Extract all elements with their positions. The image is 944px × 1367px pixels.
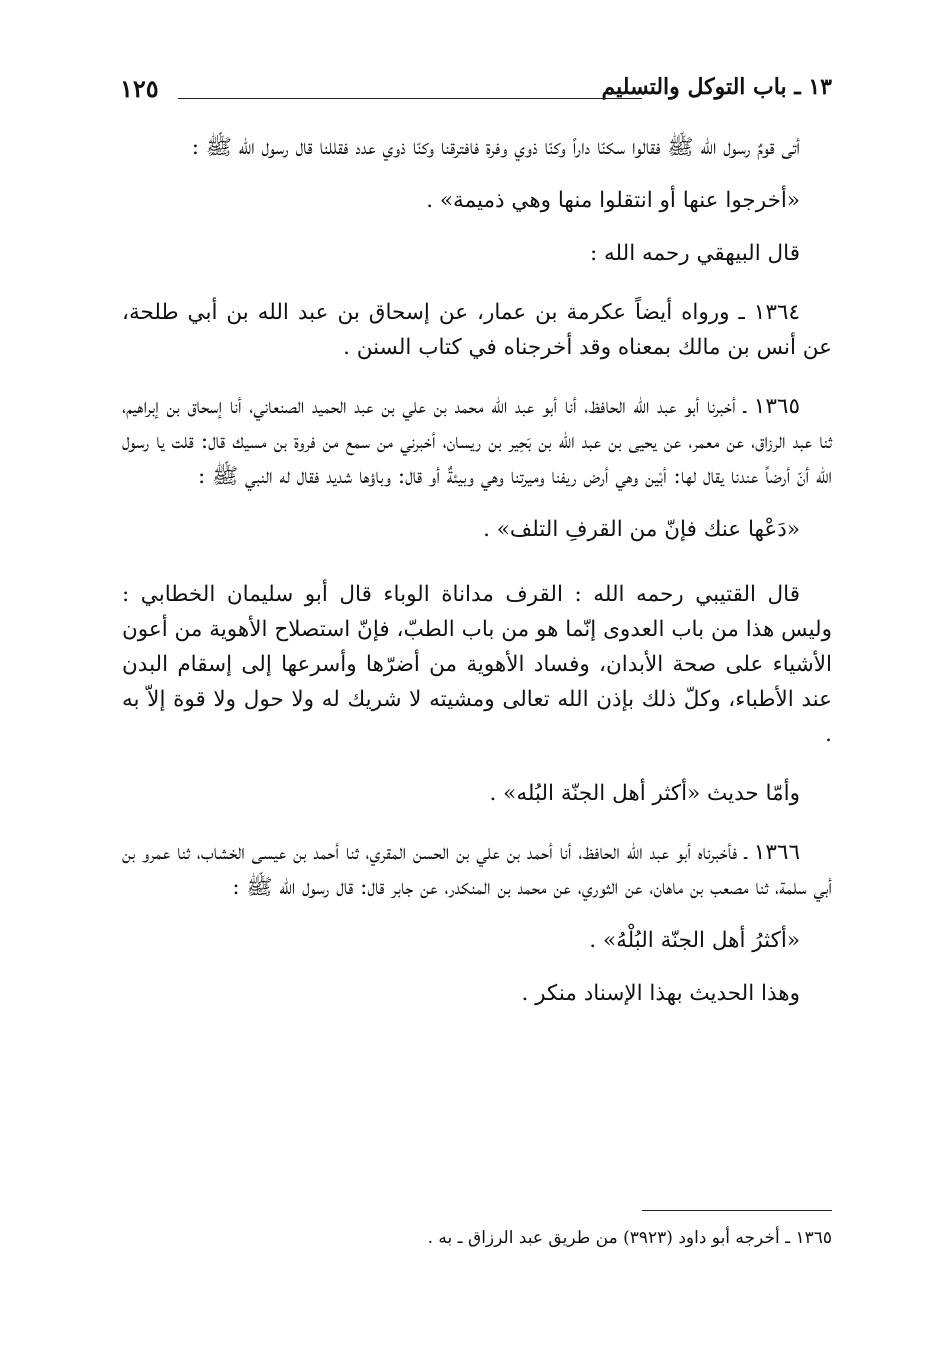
narrator-line: قال البيهقي رحمه الله : — [589, 241, 800, 266]
chapter-title: ١٣ ـ باب التوكل والتسليم — [601, 74, 832, 100]
header-rule — [178, 98, 642, 99]
hadith-quote: «أخرجوا عنها أو انتقلوا منها وهي ذميمة» . — [426, 188, 800, 213]
main-text — [122, 130, 832, 1011]
footnote: ١٣٦٥ ـ أخرجه أبو داود (٣٩٢٣) من طريق عبد الرزاق ـ به . — [427, 1228, 832, 1248]
commentary-paragraph: قال القتيبي رحمه الله : القرف مداناة الوباء قال أبو سليمان الخطابي : وليس هذا من باب العدوى إنّما هو من باب الطبّ، فإنّ استصلاح الأهوية من أعون الأشياء على صحة الأبدان، وفساد الأهوية من أضرّها وأسرعها إلى إسقام البدن عند الأطباء، وكلّ ذلك بإذن الله تعالى ومشيته لا شريك له ولا حول ولا قوة إلاّ به . — [122, 582, 832, 747]
hadith-1364: ١٣٦٤ ـ ورواه أيضاً عكرمة بن عمار، عن إسحاق بن عبد الله بن أبي طلحة، عن أنس بن مالك بمعناه وقد أخرجناه في كتاب السنن . — [122, 300, 832, 360]
hadith-quote: «أكثرُ أهل الجنّة البُلْهُ» . — [589, 928, 800, 953]
hadith-mention: وأمّا حديث «أكثر أهل الجنّة البُله» . — [489, 781, 800, 806]
footnote-rule — [642, 1210, 832, 1211]
closing-note: وهذا الحديث بهذا الإسناد منكر . — [521, 981, 800, 1006]
page-number: ١٢٥ — [120, 74, 159, 103]
hadith-1365: ١٣٦٥ ـ أخبرنا أبو عبد الله الحافظ، أنا أبو عبد الله محمد بن علي بن عبد الحميد الصنعاني، أنا إسحاق بن إبراهيم، ثنا عبد الرزاق، عن معمر، عن يحيى بن عبد الله بن بَحِير بن ريسان، أخبرني من سمع من فروة بن مسيك قال: قلت يا رسول الله أنّ أرضاً عندنا يقال لها: أبْين وهي أرض ريفنا وميرتنا وهي وبيئةٌ أو قال: وباؤها شديد فقال له النبي ﷺ : — [122, 394, 832, 489]
paragraph-intro: أتى قومٌ رسول الله ﷺ فقالوا سكنّا داراً وكنّا ذوي وفرة فافترقنا وكنّا ذوي عدد فقللنا قال رسول الله ﷺ : — [191, 135, 800, 160]
page-header — [120, 72, 832, 112]
hadith-quote: «دَعْها عنك فإنّ من القرفِ التلف» . — [483, 517, 800, 542]
hadith-1366: ١٣٦٦ ـ فأخبرناه أبو عبد الله الحافظ، أنا أحمد بن علي بن الحسن المقري، ثنا أحمد بن عيسى الخشاب، ثنا عمرو بن أبي سلمة، ثنا مصعب بن ماهان، عن الثوري، عن محمد بن المنكدر، عن جابر قال: قال رسول الله ﷺ : — [122, 840, 832, 900]
